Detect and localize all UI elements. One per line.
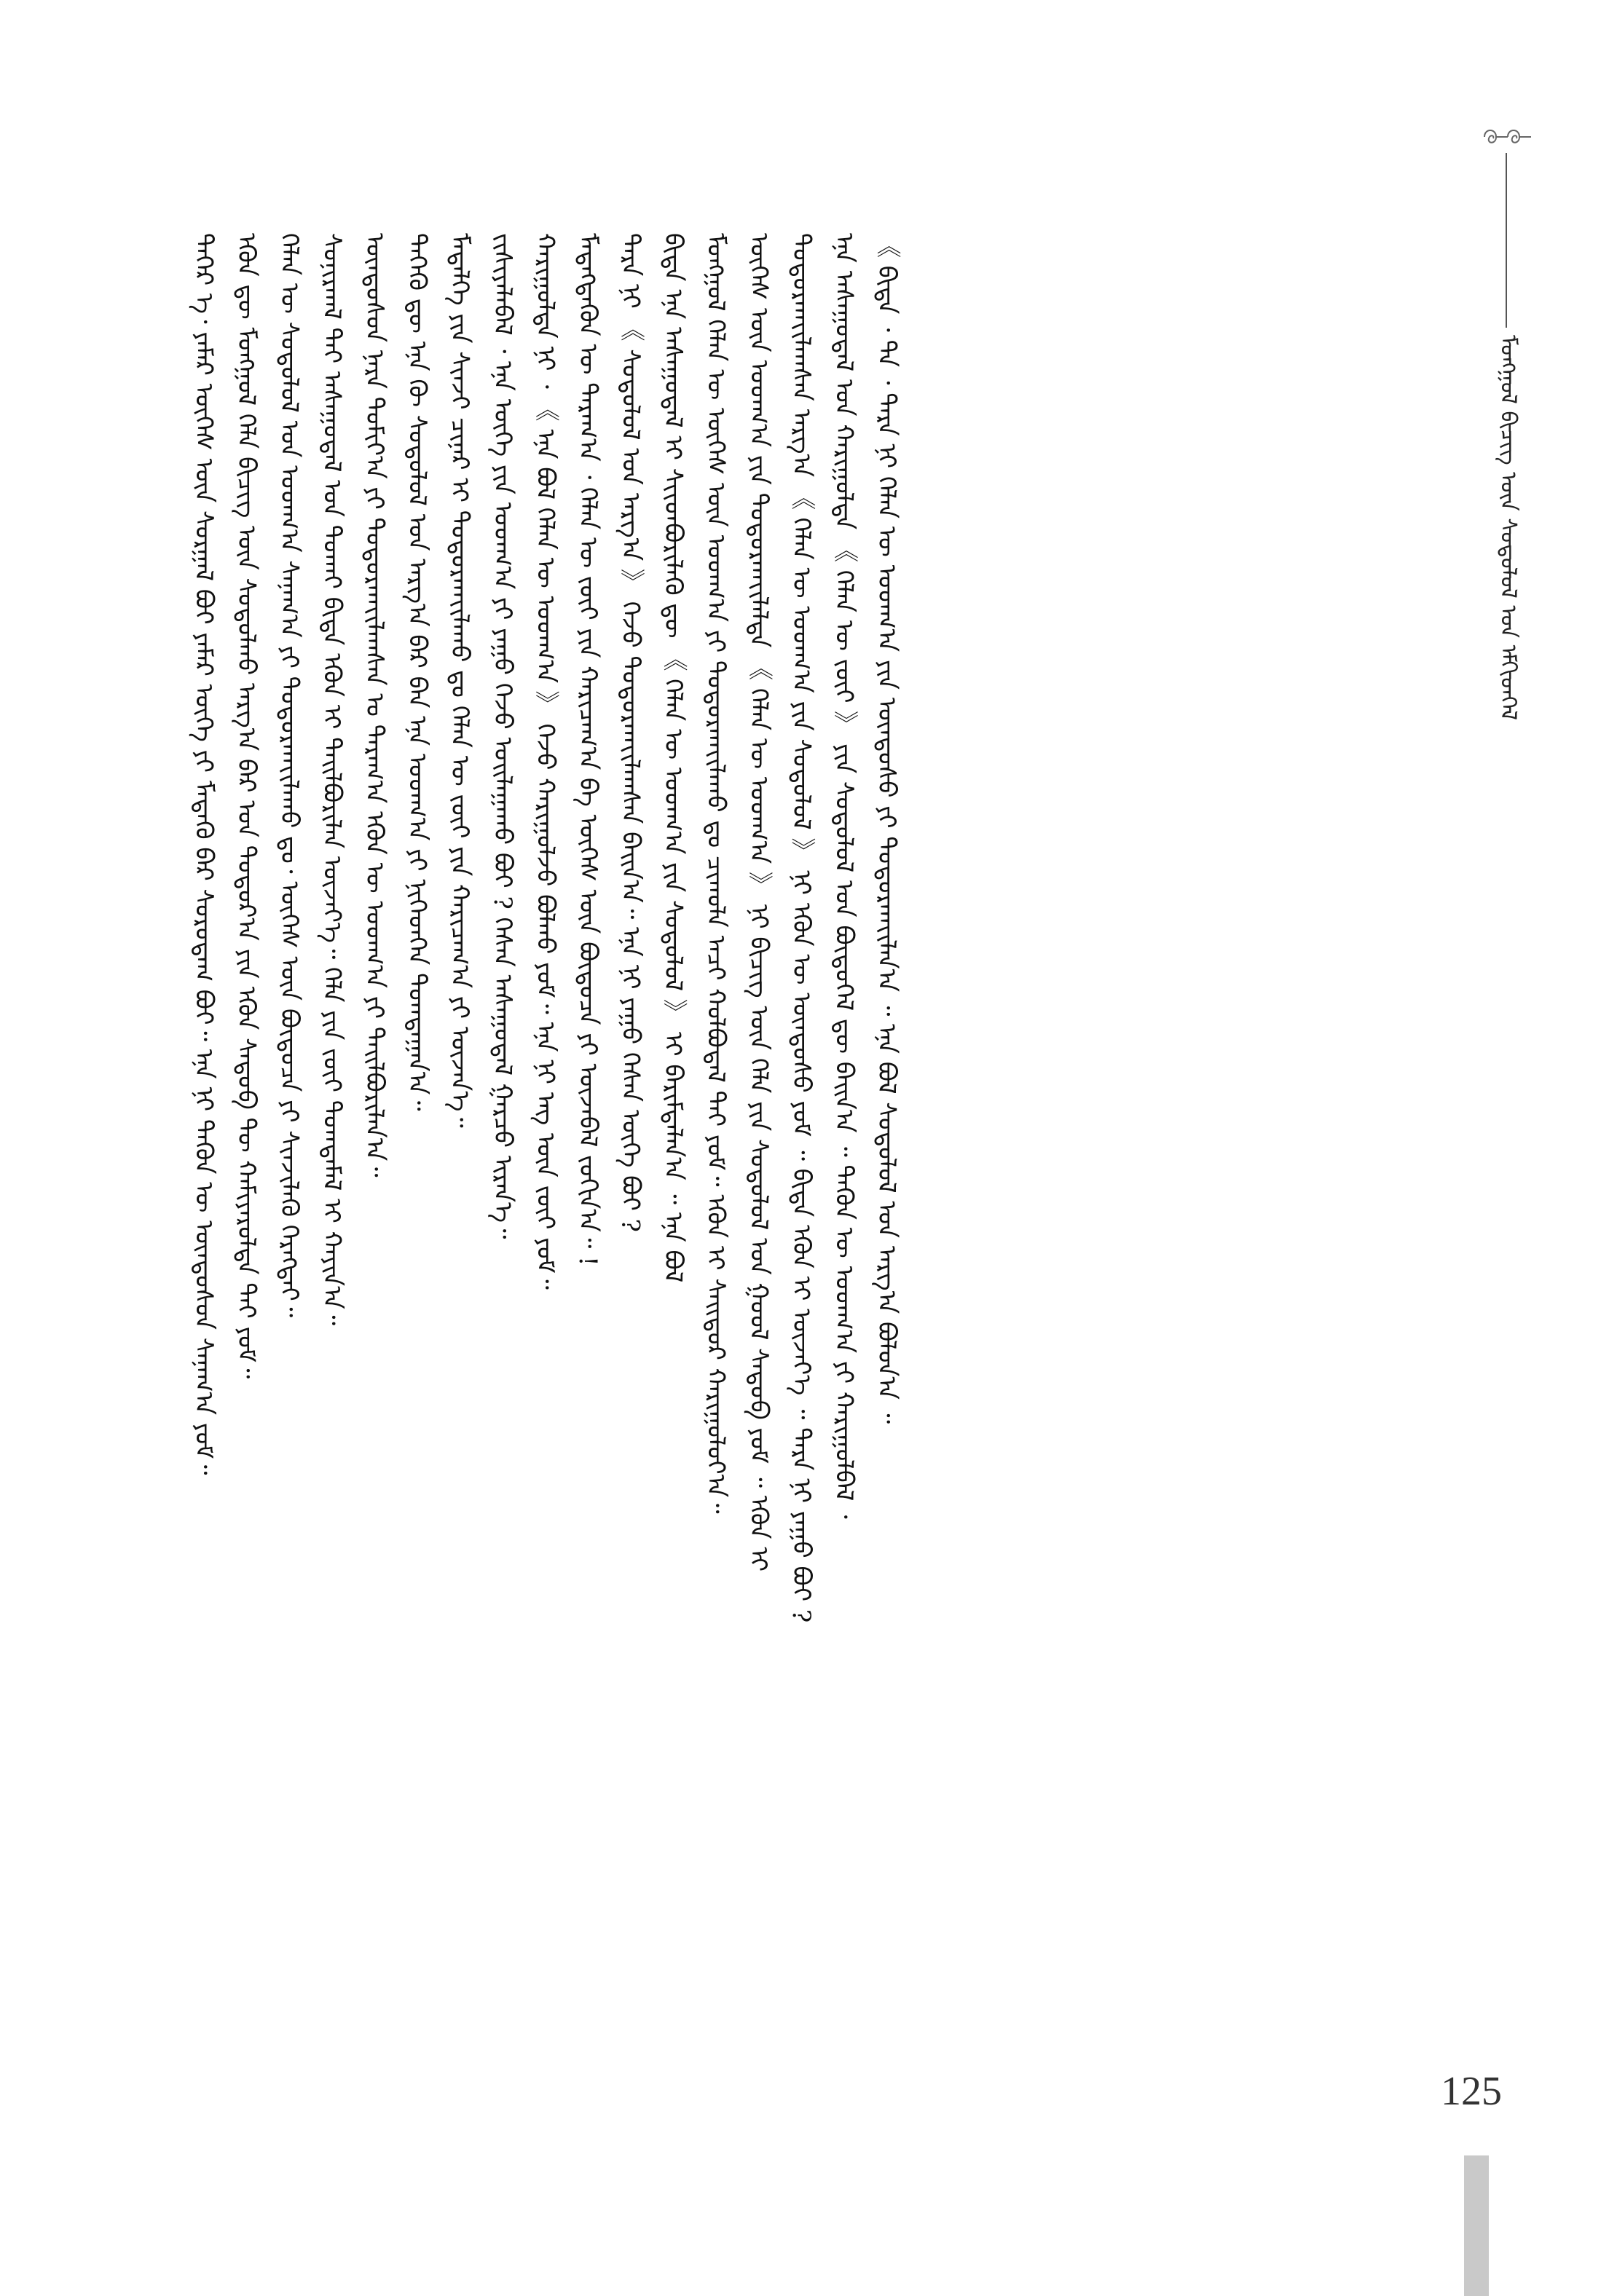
text-column: ᠮᠡᠳᠡᠭᠳᠡᠬᠦᠨ ᠦ ᠳᠠᠷᠠᠭ᠎ᠠ ᠂ ᠬᠡᠯᠡᠨ ᠦ ᠵᠦᠢ ᠶᠢᠨ ᠬᠠᠷᠢᠴᠠᠭ᠎ᠠ ᠪᠠ ᠦᠭᠡᠰ ᠦᠨ ᠪᠦᠲᠦᠴᠡ ᠶᠢ ᠦᠵᠡᠪᠡᠯ ᠵᠣᠬᠢᠨ᠎ᠠ᠃ !: [573, 233, 602, 1266]
text-column: ᠲᠡᠭᠡᠬᠦ ᠳᠦ ᠡᠨᠡ ᠬᠦ ᠰᠤᠳᠤᠯᠤᠯ ᠤᠨ ᠠᠷᠭ᠎ᠠ ᠪᠠᠷ ᠪᠠᠨ ᠡᠨᠡ ᠤᠳᠬ᠎ᠠ ᠶᠢ ᠨᠢᠭᠡᠳᠬᠡᠨ ᠲᠣᠭᠲᠠᠭᠠᠨ᠎ᠠ᠃: [402, 233, 432, 1111]
text-column: ᠲᠡᠭᠡᠷ ᠡ᠂ ᠶᠠᠮᠠᠷ ᠦᠭᠡᠰ ᠦᠨ ᠰᠤᠷᠭᠠᠯ ᠪᠤᠢ ᠶᠠᠮᠠᠷ ᠦᠭᠡ ᠶᠢ ᠮᠡᠳᠡᠬᠦ ᠪᠡᠷ ᠰᠤᠷᠤᠳᠠᠭ ᠪᠤᠢ᠃ ᠡᠨᠡ ᠨᠢ ᠲᠡᠭᠦᠨ ᠦ ᠦᠨᠳᠦᠰᠦᠨ ᠰᠠᠨᠠᠭ᠎ᠠ ᠶᠤᠮ᠃: [189, 233, 219, 1475]
text-column: ᠦᠭᠡᠰ ᠦᠨ ᠤᠳᠬ᠎ᠠ ᠶᠢᠨ ᠲᠣᠳᠣᠷᠬᠠᠶ᠋ᠢᠯᠠᠯᠲᠠ 《 ᠬᠡᠯᠡᠨ ᠦ ᠤᠳᠬ᠎ᠠ 》 ᠨᠢ ᠪᠢᠴᠢᠭ᠌ ᠦᠨ ᠬᠡᠯᠡ ᠶᠢᠨ ᠰᠤᠳᠤᠯᠤᠯ ᠤᠨ ᠭᠣᠣᠯ ᠰᠡᠳᠦᠪ ᠶᠤᠮ ᠃ ᠡᠭᠦᠨ ᠢ: [744, 233, 774, 1572]
text-column: ᠲᠣᠳᠣᠷᠬᠠᠶ᠋ᠢᠯᠠᠭᠰᠠᠨ ᠠᠷᠭ᠎ᠠ 《 ᠬᠡᠯᠡᠨ ᠦ ᠤᠳᠬ᠎ᠠ ᠶᠢᠨ ᠰᠤᠳᠤᠯᠤᠯ 》 ᠨᠢ ᠡᠭᠦᠨ ᠦ ᠦᠨᠳᠦᠰᠦ ᠶᠤᠮ ᠃ ᠪᠢᠳᠡ ᠡᠭᠦᠨ ᠢ ᠦᠵᠡᠶ᠎ᠡ ᠃ ᠲᠡᠷᠡ ᠨᠢ ᠶᠠᠭᠤ ᠪᠤᠢ ?: [786, 233, 816, 1623]
text-column: ᠲᠡᠷᠡ ᠨᠢ 《 ᠰᠤᠳᠤᠯᠤᠯ ᠤᠨ ᠠᠷᠭ᠎ᠠ 》 ᠭᠡᠵᠦ ᠲᠣᠳᠣᠷᠬᠠᠶ᠋ᠢᠯᠠᠭᠰᠠᠨ ᠪᠠᠢᠨ᠎ᠠ᠃ ᠡᠨᠡ ᠨᠢ ᠶᠠᠭᠤ ᠭᠡᠰᠡᠨ ᠦᠭᠡ ᠪᠤᠢ ?: [615, 233, 645, 1232]
text-column: ᠦᠨᠳᠦᠰᠦᠨ ᠨᠡᠷᠡ ᠲᠣᠮᠢᠶ᠎ᠠ ᠶᠢ ᠲᠣᠳᠣᠷᠬᠠᠶ᠋ᠢᠯᠠᠭᠰᠠᠨ ᠤ ᠳᠠᠷᠠᠭ᠎ᠠ ᠡᠭᠦᠨ ᠦ ᠤᠳᠬ᠎ᠠ ᠶᠢ ᠲᠠᠢᠯᠪᠤᠷᠢᠯᠠᠨ᠎ᠠ᠃: [359, 233, 389, 1177]
text-column: ᠬᠡᠯᠡᠨ ᠦ ᠰᠤᠳᠤᠯᠤᠯ ᠤᠨ ᠤᠳᠬ᠎ᠠ ᠰᠠᠨᠠᠭ᠎ᠠ ᠶᠢ ᠲᠣᠳᠣᠷᠬᠠᠶ᠋ᠢᠯᠠᠬᠤ ᠳᠤ᠂ ᠦᠭᠡᠰ ᠦᠨ ᠪᠦᠲᠦᠴᠡ ᠶᠢ ᠰᠢᠨᠵᠢᠯᠡᠬᠦ ᠬᠡᠷᠡᠭᠲᠡᠢ᠃: [274, 233, 304, 1318]
page-edge-tab: [1464, 2155, 1489, 2296]
text-column: ᠵᠢᠱᠢᠶᠡᠯᠡᠪᠡᠯ ᠂ ᠡᠨᠡ ᠦᠭᠡ ᠶᠢᠨ ᠤᠳᠬ᠎ᠠ ᠶᠢ ᠶᠠᠭᠤ ᠭᠡᠵᠦ ᠣᠢᠯᠠᠭᠠᠬᠤ ᠪᠤᠢ ? ᠭᠡᠰᠡᠨ ᠠᠰᠠᠭᠤᠳᠠᠯ ᠭᠠᠷᠴᠤ ᠢᠷᠡᠨ᠎ᠡ᠃: [487, 233, 517, 1239]
text-column: 《 ᠪᠢᠳᠡ ᠂ ᠲᠠ ᠂ ᠲᠡᠷᠡ ᠨᠢ ᠬᠡᠯᠡᠨ ᠦ ᠤᠳᠬ᠎ᠠ ᠶᠢᠨ ᠦᠨᠳᠦᠰᠦ ᠶᠢ ᠲᠣᠳᠣᠷᠬᠠᠶ᠋ᠢᠯᠠᠨ᠎ᠠ ᠃ ᠡᠨᠡ ᠪᠣᠯ ᠰᠤᠳᠤᠯᠤᠯ ᠤᠨ ᠠᠷᠭ᠎ᠠ ᠪᠣᠯᠤᠨ᠎ᠠ ᠃: [872, 233, 902, 1424]
running-head-title: ᠮᠣᠩᠭᠣᠯ ᠪᠢᠴᠢᠭ᠌ ᠦᠨ ᠰᠤᠳᠤᠯᠤᠯ ᠤᠨ ᠡᠮᠬᠢᠳᠬᠡᠯ: [1495, 335, 1521, 720]
text-column: ᠮᠣᠩᠭᠣᠯ ᠬᠡᠯᠡᠨ ᠦ ᠦᠭᠡᠰ ᠦᠨ ᠤᠳᠬ᠎ᠠ ᠶᠢ ᠲᠣᠳᠣᠷᠬᠠᠶ᠋ᠢᠯᠠᠬᠤ ᠳᠤ ᠴᠢᠬᠤᠯᠠ ᠠᠴᠢ ᠬᠣᠯᠪᠣᠳᠠᠯ ᠲᠠᠢ ᠶᠤᠮ᠃ ᠡᠭᠦᠨ ᠢ ᠰᠠᠢᠲᠤᠷ ᠬᠠᠷᠢᠭᠤᠯᠤᠶ᠎ᠠ᠃: [701, 233, 731, 1514]
text-column: ᠪᠢᠳᠡ ᠡᠨᠡ ᠠᠰᠠᠭᠤᠳᠠᠯ ᠢ ᠰᠢᠢᠳᠪᠦᠷᠢᠯᠡᠬᠦ ᠳᠦ 《 ᠬᠡᠯᠡᠨ ᠦ ᠤᠳᠬ᠎ᠠ ᠶᠢᠨ ᠰᠤᠳᠤᠯᠤᠯ 》 ᠢ ᠪᠠᠷᠢᠮᠳᠠᠯᠠᠨ᠎ᠠ ᠃ ᠡᠨᠡ ᠪᠣᠯ: [658, 233, 688, 1283]
text-column: ᠡᠭᠦᠨ ᠳᠦ ᠮᠣᠩᠭᠣᠯ ᠬᠡᠯᠡ ᠪᠢᠴᠢᠭ᠌ ᠦᠨ ᠰᠤᠳᠤᠯᠬᠤ ᠠᠷᠭ᠎ᠠ ᠪᠠᠷ ᠤᠨ ᠳᠣᠲᠣᠷ᠎ᠠ ᠶᠢᠨ ᠡᠭᠦᠨ ᠰᠡᠳᠦᠪ ᠲᠦ ᠬᠠᠮᠢᠶᠠᠷᠤᠯᠲᠠ ᠲᠠᠢ ᠶᠤᠮ᠃: [232, 233, 261, 1379]
text-column: ᠬᠠᠷᠢᠭᠤᠯᠲᠠ ᠨᠢ ᠂ 《 ᠡᠨᠡ ᠪᠣᠯ ᠬᠡᠯᠡᠨ ᠦ ᠤᠳᠬ᠎ᠠ 》 ᠭᠡᠵᠦ ᠬᠠᠷᠢᠭᠤᠯᠵᠤ ᠪᠤᠯᠬᠤ ᠶᠤᠮ᠃ ᠡᠨᠡ ᠨᠢ ᠡᠩ ᠦᠨ ᠵᠦᠢ ᠶᠤᠮ᠃: [530, 233, 560, 1290]
page-number: 125: [1441, 2069, 1502, 2114]
text-column: ᠮᠡᠳᠡᠯᠭᠡ ᠶᠢᠨ ᠰᠢᠨᠵᠢ ᠴᠢᠨᠠᠷ ᠢ ᠲᠣᠳᠣᠷᠬᠠᠶ᠋ᠢᠯᠠᠬᠤ ᠳᠤ ᠬᠡᠯᠡᠨ ᠦ ᠵᠦᠢ ᠶᠢᠨ ᠬᠠᠷᠢᠴᠠᠭ᠎ᠠ ᠶᠢ ᠦᠵᠡᠨ᠎ᠡ᠃: [445, 233, 475, 1128]
text-column: ᠰᠣᠨᠢᠷᠬᠠᠯ ᠲᠠᠢ ᠠᠰᠠᠭᠤᠳᠠᠯ ᠤᠨ ᠲᠤᠬᠠᠢ ᠪᠢᠳᠡ ᠡᠭᠦᠨ ᠢ ᠲᠠᠢᠯᠪᠤᠷᠢᠯᠠᠨ ᠦᠵᠡᠶ᠎ᠡ᠃ ᠬᠡᠯᠡ ᠶᠢᠨ ᠵᠦᠢ ᠲᠣᠭᠲᠠᠮᠠᠯ ᠢ ᠬᠠᠶᠢᠨ᠎ᠠ᠃: [317, 233, 347, 1326]
text-column: ᠡᠨᠡ ᠠᠰᠠᠭᠤᠳᠠᠯ ᠤᠨ ᠬᠠᠷᠢᠭᠤᠯᠲᠠ 《 ᠬᠡᠯᠡᠨ ᠦ ᠵᠦᠢ 》 ᠶᠢᠨ ᠰᠤᠳᠤᠯᠤᠯ ᠤᠨ ᠪᠦᠲᠦᠭᠡᠯ ᠳᠦ ᠪᠠᠢᠨ᠎ᠠ ᠃ ᠲᠡᠭᠦᠨ ᠦ ᠤᠳᠬ᠎ᠠ ᠶᠢ ᠬᠠᠷᠢᠭᠤᠯᠪᠠᠯ ᠂: [829, 233, 859, 1519]
header-ornament-icon: [1479, 122, 1537, 151]
body-text: [182, 233, 1391, 2097]
header-rule: [1506, 153, 1507, 328]
